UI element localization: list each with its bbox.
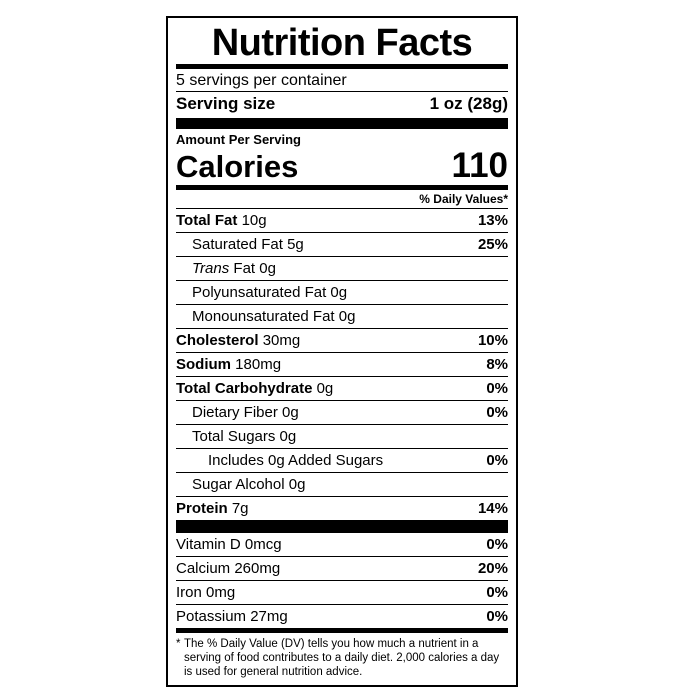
- divider-thick-above-calories: [176, 118, 508, 129]
- nutrient-name: Includes 0g Added Sugars: [208, 452, 384, 469]
- vitamin-row: [176, 581, 508, 604]
- nutrient-name: Total Sugars 0g: [192, 428, 297, 445]
- vitamin-daily-value: 20%: [477, 560, 508, 577]
- nutrient-name: Total Fat 10g: [176, 212, 267, 229]
- nutrient-name: Protein 7g: [176, 500, 249, 517]
- nutrient-row: [176, 401, 508, 424]
- footnote: [176, 633, 508, 679]
- nutrient-row: [176, 209, 508, 232]
- nutrition-facts-label: [166, 16, 518, 687]
- calories-label: Calories: [176, 149, 299, 184]
- nutrient-name: Monounsaturated Fat 0g: [192, 308, 356, 325]
- nutrient-daily-value: 25%: [477, 236, 508, 253]
- vitamin-list: [176, 533, 508, 628]
- nutrient-name: Saturated Fat 5g: [192, 236, 304, 253]
- nutrient-daily-value: 0%: [486, 404, 508, 421]
- nutrient-row: [176, 257, 508, 280]
- nutrient-daily-value: 14%: [477, 500, 508, 517]
- vitamin-daily-value: 0%: [486, 584, 508, 601]
- nutrient-list: [176, 209, 508, 520]
- nutrient-row: [176, 425, 508, 448]
- nutrient-row: [176, 281, 508, 304]
- nutrient-row: [176, 329, 508, 352]
- nutrient-row: [176, 473, 508, 496]
- vitamin-name: Iron 0mg: [176, 584, 236, 601]
- nutrient-name: Polyunsaturated Fat 0g: [192, 284, 348, 301]
- nutrient-row: [176, 353, 508, 376]
- nutrient-name: Dietary Fiber 0g: [192, 404, 299, 421]
- vitamin-row: [176, 605, 508, 628]
- vitamin-row: [176, 557, 508, 580]
- serving-size-value: 1 oz (28g): [429, 94, 508, 113]
- serving-size-row: [176, 92, 508, 118]
- calories-value: 110: [451, 146, 508, 185]
- nutrient-row: [176, 305, 508, 328]
- divider-black-band: [176, 520, 508, 533]
- nutrient-name: Sodium 180mg: [176, 356, 282, 373]
- vitamin-name: Calcium 260mg: [176, 560, 281, 577]
- vitamin-daily-value: 0%: [486, 608, 508, 625]
- nutrient-name: Sugar Alcohol 0g: [192, 476, 306, 493]
- vitamin-name: Potassium 27mg: [176, 608, 288, 625]
- nutrient-daily-value: 0%: [486, 452, 508, 469]
- nutrient-daily-value: 0%: [486, 380, 508, 397]
- nutrient-row: [176, 233, 508, 256]
- nutrient-row: [176, 497, 508, 520]
- calories-row: [176, 148, 508, 185]
- nutrient-daily-value: 10%: [477, 332, 508, 349]
- nutrient-row: [176, 377, 508, 400]
- daily-value-header: % Daily Values*: [419, 192, 508, 206]
- nutrient-daily-value: 13%: [477, 212, 508, 229]
- nutrient-name: Cholesterol 30mg: [176, 332, 301, 349]
- nutrient-daily-value: 8%: [486, 356, 508, 373]
- nutrient-name: Total Carbohydrate 0g: [176, 380, 334, 397]
- label-title: Nutrition Facts: [211, 22, 473, 64]
- footnote-star: *: [176, 638, 181, 650]
- servings-per-container: 5 servings per container: [176, 72, 347, 89]
- vitamin-row: [176, 533, 508, 556]
- serving-size-label: Serving size: [176, 94, 276, 113]
- footnote-text: The % Daily Value (DV) tells you how much a nutrient in a serving of food contributes to a daily diet. 2,000 calories a day is used for general nutrition advice.: [184, 638, 500, 678]
- nutrient-row: [176, 449, 508, 472]
- nutrient-name: Trans Fat 0g: [192, 260, 276, 277]
- vitamin-daily-value: 0%: [486, 536, 508, 553]
- amount-per-serving-label: Amount Per Serving: [176, 132, 301, 147]
- vitamin-name: Vitamin D 0mcg: [176, 536, 282, 553]
